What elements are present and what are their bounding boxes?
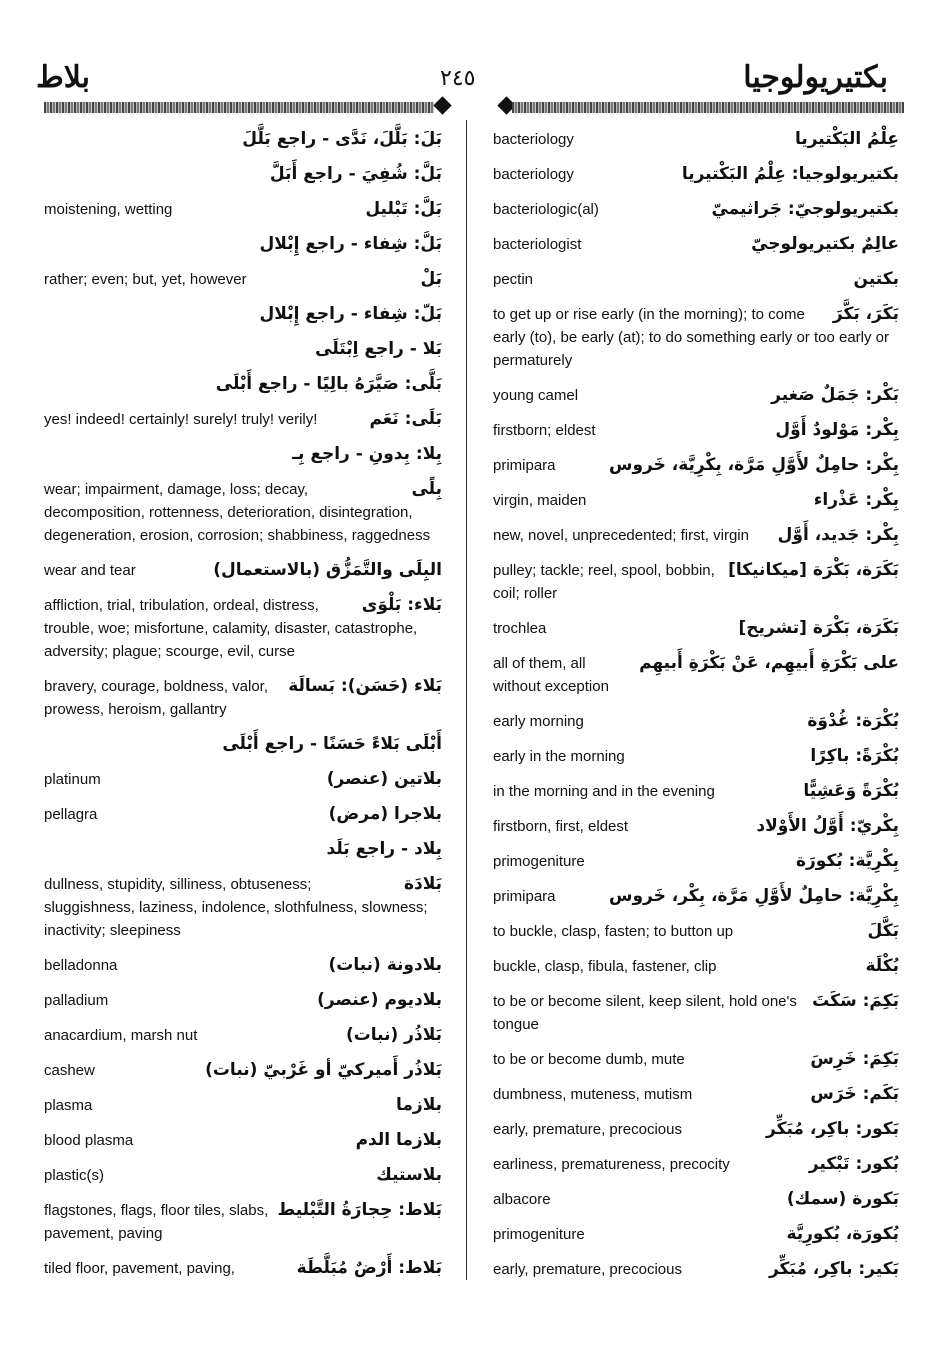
arabic-headword: بِلاد - راجع بَلَد	[326, 839, 442, 859]
english-definition: pulley; tackle; reel, spool, bobbin, coil; roller	[493, 562, 715, 602]
dictionary-entry	[493, 163, 899, 186]
dictionary-entry	[493, 850, 899, 873]
english-definition: platinum	[44, 771, 101, 788]
arabic-headword: بَكورة (سمك)	[786, 1189, 899, 1209]
dictionary-entry	[493, 815, 899, 838]
dictionary-entry	[44, 128, 442, 151]
english-definition: to be or become silent, keep silent, hold one's tongue	[493, 993, 797, 1033]
arabic-headword: بكتيريولوجيّ: جَراثيميّ	[711, 199, 899, 219]
header-rule-right	[512, 102, 904, 113]
arabic-headword: بَلّ: شِفاء - راجع إِبْلال	[259, 304, 442, 324]
english-definition: to get up or rise early (in the morning); to come early (to), be early (at); to do something early or too early or permaturely	[493, 306, 890, 369]
dictionary-entry	[493, 1048, 899, 1071]
english-definition: wear; impairment, damage, loss; decay, decomposition, rottenness, deterioration, disintegration, degeneration, erosion, corrosion; shabbiness, raggedness	[44, 481, 431, 544]
dictionary-entry	[44, 733, 442, 756]
english-definition: to be or become dumb, mute	[493, 1051, 685, 1068]
dictionary-entry	[493, 1118, 899, 1141]
dictionary-entry	[493, 920, 899, 943]
english-definition: young camel	[493, 387, 579, 404]
header-rule-left	[44, 102, 434, 113]
english-definition: dullness, stupidity, silliness, obtuseness; sluggishness, laziness, indolence, slothfulness, slowness; inactivity; sleepiness	[44, 876, 428, 939]
english-definition: primogeniture	[493, 1226, 585, 1243]
arabic-headword: بَكَم: خَرَس	[810, 1084, 899, 1104]
english-definition: flagstones, flags, floor tiles, slabs, pavement, paving	[44, 1202, 269, 1242]
arabic-headword: بَكَرَة، بَكْرَة [ميكانيكا]	[728, 560, 899, 580]
dictionary-entry	[44, 1024, 442, 1047]
english-definition: albacore	[493, 1191, 551, 1208]
arabic-headword: بَلاء: بَلْوَى	[361, 595, 442, 615]
arabic-headword: بَكِمَ: خَرِسَ	[810, 1049, 899, 1069]
arabic-headword: بَلَ: بَلَّلَ، نَدَّى - راجع بَلَّلَ	[242, 129, 442, 149]
dictionary-entry	[44, 594, 442, 663]
dictionary-entry	[44, 233, 442, 256]
dictionary-entry	[44, 268, 442, 291]
arabic-headword: بَلاء (حَسَن): بَسالَة	[288, 676, 442, 696]
dictionary-entry	[493, 1223, 899, 1246]
english-definition: to buckle, clasp, fasten; to button up	[493, 923, 734, 940]
english-definition: rather; even; but, yet, however	[44, 271, 247, 288]
arabic-headword: بَلاذُر (نبات)	[345, 1025, 442, 1045]
arabic-headword: بلاستيك	[376, 1165, 442, 1185]
arabic-headword: بلازما الدم	[355, 1130, 442, 1150]
english-definition: in the morning and in the evening	[493, 783, 715, 800]
dictionary-entry	[493, 780, 899, 803]
arabic-headword: بَكور: باكِر، مُبَكِّر	[766, 1119, 899, 1139]
arabic-headword: بلادونة (نبات)	[328, 955, 442, 975]
right-guide-word: بكتيريولوجيا	[743, 60, 888, 95]
arabic-headword: بَكير: باكِر، مُبَكِّر	[768, 1259, 899, 1279]
english-definition: primipara	[493, 457, 556, 474]
arabic-headword: بَكَرَ، بَكَّرَ	[832, 304, 899, 324]
dictionary-entry	[493, 885, 899, 908]
dictionary-entry	[493, 128, 899, 151]
arabic-headword: بلاديوم (عنصر)	[317, 990, 442, 1010]
dictionary-entry	[44, 478, 442, 547]
english-definition: pectin	[493, 271, 534, 288]
arabic-headword: بَلَّ: تَبْليل	[365, 199, 442, 219]
dictionary-entry	[493, 303, 899, 372]
english-definition: bravery, courage, boldness, valor, prowess, heroism, gallantry	[44, 678, 269, 718]
english-definition: firstborn, first, eldest	[493, 818, 629, 835]
arabic-headword: بُكْرَةً وَعَشِيًّا	[803, 781, 899, 801]
english-definition: blood plasma	[44, 1132, 134, 1149]
english-definition: bacteriology	[493, 131, 574, 148]
english-definition: earliness, prematureness, precocity	[493, 1156, 730, 1173]
left-guide-word: بلاط	[36, 60, 90, 95]
dictionary-entry	[44, 1129, 442, 1152]
english-definition: cashew	[44, 1062, 95, 1079]
english-definition: affliction, trial, tribulation, ordeal, distress, trouble, woe; misfortune, calamity, disaster, catastrophe, adversity; plague; scourge, evil, curse	[44, 597, 418, 660]
arabic-headword: بِكْر: حامِلٌ لأَوَّلِ مَرَّة، بِكْرِيَّة، خَروس	[609, 455, 899, 475]
column-divider	[466, 120, 467, 1280]
dictionary-entry	[44, 303, 442, 326]
arabic-headword: بَكْر: جَمَلٌ صَغير	[771, 385, 899, 405]
dictionary-entry	[493, 617, 899, 640]
arabic-headword: بِكْر: عَذْراء	[813, 490, 899, 510]
arabic-headword: بُكْرَة: غُدْوَة	[807, 711, 899, 731]
dictionary-entry	[44, 954, 442, 977]
arabic-headword: بَلَّ: شِفاء - راجع إِبْلال	[259, 234, 442, 254]
english-definition: early, premature, precocious	[493, 1121, 682, 1138]
arabic-headword: بَكِمَ: سَكَتَ	[812, 991, 899, 1011]
english-definition: plastic(s)	[44, 1167, 105, 1184]
dictionary-entry	[44, 1199, 442, 1245]
english-definition: primipara	[493, 888, 556, 905]
english-definition: bacteriologic(al)	[493, 201, 599, 218]
english-definition: virgin, maiden	[493, 492, 587, 509]
english-definition: bacteriology	[493, 166, 574, 183]
arabic-headword: بَكَرَة، بَكْرَة [تشريح]	[738, 618, 899, 638]
right-column	[493, 128, 899, 1293]
english-definition: belladonna	[44, 957, 118, 974]
english-definition: early in the morning	[493, 748, 625, 765]
dictionary-entry	[493, 454, 899, 477]
english-definition: buckle, clasp, fibula, fastener, clip	[493, 958, 717, 975]
english-definition: primogeniture	[493, 853, 585, 870]
page-header	[0, 60, 934, 100]
dictionary-entry	[44, 803, 442, 826]
english-definition: anacardium, marsh nut	[44, 1027, 198, 1044]
arabic-headword: بكتين	[853, 269, 899, 289]
arabic-headword: بلاجرا (مرض)	[328, 804, 442, 824]
dictionary-entry	[44, 443, 442, 466]
arabic-headword: بَكَّلَ	[867, 921, 899, 941]
arabic-headword: بَلْ	[420, 269, 442, 289]
arabic-headword: بَلا - راجع اِبْتَلَى	[315, 339, 442, 359]
dictionary-entry	[493, 710, 899, 733]
arabic-headword: بلازما	[396, 1095, 442, 1115]
dictionary-entry	[493, 384, 899, 407]
english-definition: pellagra	[44, 806, 98, 823]
english-definition: tiled floor, pavement, paving,	[44, 1260, 235, 1277]
arabic-headword: بُكور: تَبْكير	[808, 1154, 899, 1174]
english-definition: plasma	[44, 1097, 93, 1114]
arabic-headword: بُكورَة، بُكورِيَّة	[786, 1224, 899, 1244]
english-definition: moistening, wetting	[44, 201, 173, 218]
arabic-headword: بَلَّى: صَيَّرَهُ بالِيًا - راجع أَبْلَى	[215, 374, 442, 394]
english-definition: bacteriologist	[493, 236, 582, 253]
arabic-headword: بِلًى	[411, 479, 442, 499]
arabic-headword: بُكْرَةً: باكِرًا	[810, 746, 899, 766]
dictionary-entry	[493, 419, 899, 442]
arabic-headword: أَبْلَى بَلاءً حَسَنًا - راجع أَبْلَى	[222, 734, 442, 754]
dictionary-entry	[44, 163, 442, 186]
left-column	[44, 128, 442, 1292]
arabic-headword: بَلاط: حِجارَةُ التَّبْليط	[277, 1200, 442, 1220]
arabic-headword: البِلَى والتَّمَزُّق (بالاستعمال)	[213, 560, 442, 580]
dictionary-entry	[44, 408, 442, 431]
arabic-headword: بلاتين (عنصر)	[326, 769, 442, 789]
dictionary-entry	[493, 652, 899, 698]
dictionary-entry	[493, 268, 899, 291]
dictionary-entry	[493, 1083, 899, 1106]
arabic-headword: بكتيريولوجيا: عِلْمُ البَكْتيريا	[681, 164, 899, 184]
arabic-headword: بِكْر: جَديد، أَوَّل	[777, 525, 899, 545]
arabic-headword: على بَكْرَةِ أَبيهِم، عَنْ بَكْرَةِ أَبيهِم	[639, 653, 899, 673]
dictionary-entry	[493, 745, 899, 768]
dictionary-entry	[44, 338, 442, 361]
dictionary-entry	[493, 198, 899, 221]
dictionary-entry	[493, 489, 899, 512]
arabic-headword: عالِمٌ بكتيريولوجيّ	[751, 234, 899, 254]
arabic-headword: بَلَّ: شُفِيَ - راجع أَبَلَّ	[269, 164, 442, 184]
dictionary-entry	[44, 1164, 442, 1187]
dictionary-entry	[44, 559, 442, 582]
dictionary-entry	[44, 1094, 442, 1117]
arabic-headword: بَلادَة	[403, 874, 442, 894]
dictionary-entry	[44, 838, 442, 861]
dictionary-entry	[493, 524, 899, 547]
arabic-headword: بِكْر: مَوْلودٌ أَوَّل	[775, 420, 899, 440]
english-definition: early, premature, precocious	[493, 1261, 682, 1278]
arabic-headword: بُكْلَة	[865, 956, 899, 976]
dictionary-entry	[44, 873, 442, 942]
arabic-headword: بِكْريّ: أَوَّلُ الأَوْلاد	[756, 816, 899, 836]
dictionary-entry	[493, 955, 899, 978]
dictionary-entry	[44, 1059, 442, 1082]
english-definition: wear and tear	[44, 562, 136, 579]
dictionary-entry	[44, 198, 442, 221]
english-definition: yes! indeed! certainly! surely! truly! verily!	[44, 411, 318, 428]
arabic-headword: بَلاذُر أَميركيّ أو غَرْبيّ (نبات)	[205, 1060, 442, 1080]
dictionary-entry	[493, 1153, 899, 1176]
english-definition: all of them, all without exception	[493, 655, 609, 695]
dictionary-entry	[493, 990, 899, 1036]
english-definition: new, novel, unprecedented; first, virgin	[493, 527, 749, 544]
english-definition: firstborn; eldest	[493, 422, 596, 439]
dictionary-entry	[493, 1258, 899, 1281]
arabic-headword: عِلْمُ البَكْتيريا	[794, 129, 899, 149]
english-definition: palladium	[44, 992, 109, 1009]
dictionary-entry	[44, 989, 442, 1012]
dictionary-entry	[493, 1188, 899, 1211]
dictionary-entry	[44, 1257, 442, 1280]
arabic-headword: بَلَى: نَعَم	[369, 409, 442, 429]
dictionary-entry	[44, 768, 442, 791]
arabic-headword: بِكْرِيَّة: بُكورَة	[795, 851, 899, 871]
english-definition: early morning	[493, 713, 584, 730]
dictionary-entry	[44, 373, 442, 396]
english-definition: trochlea	[493, 620, 547, 637]
dictionary-entry	[493, 559, 899, 605]
dictionary-entry	[44, 675, 442, 721]
arabic-headword: بَلاط: أَرْضٌ مُبَلَّطَة	[296, 1258, 442, 1278]
dictionary-entry	[493, 233, 899, 256]
page-number: ٢٤٥	[440, 66, 476, 91]
arabic-headword: بِلا: بِدونِ - راجع بِـ	[292, 444, 442, 464]
english-definition: dumbness, muteness, mutism	[493, 1086, 693, 1103]
arabic-headword: بِكْرِيَّة: حامِلٌ لأَوَّلِ مَرَّة، بِكْر، خَروس	[609, 886, 899, 906]
